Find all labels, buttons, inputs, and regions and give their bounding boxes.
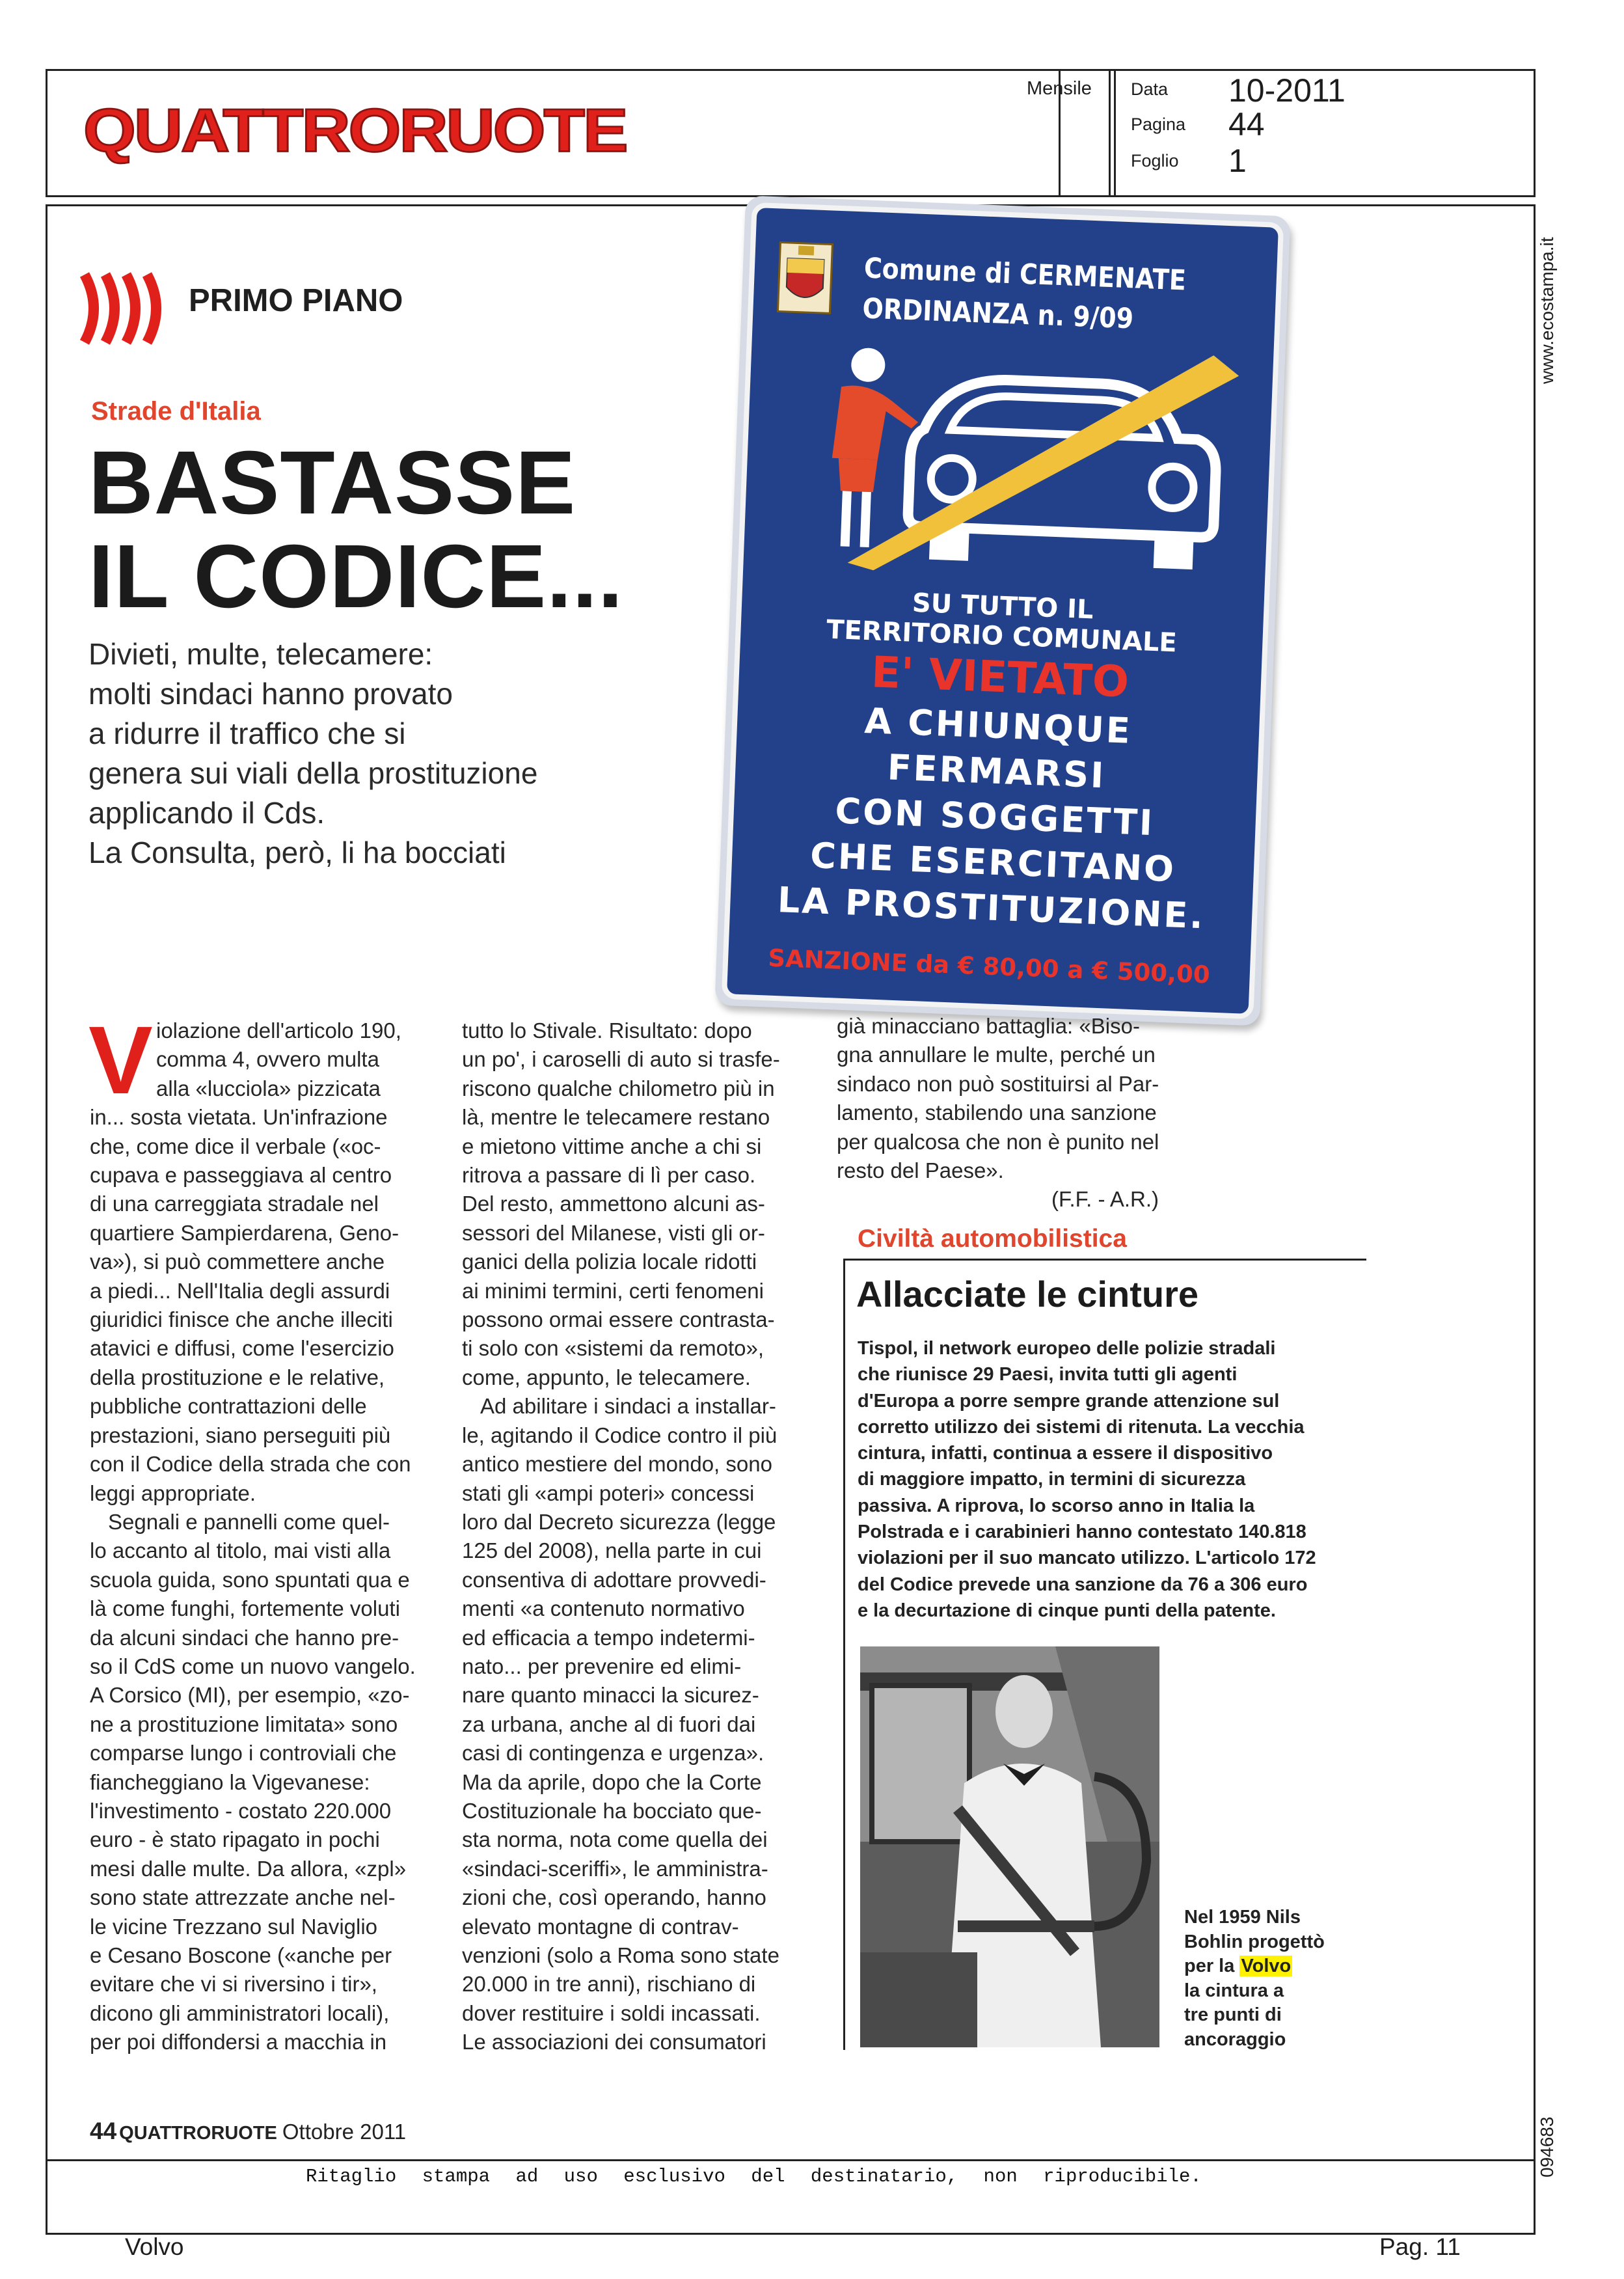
body-line: menti «a contenuto normativo [462,1596,745,1621]
body-line: consentiva di adottare provvedi- [462,1567,766,1592]
body-line: tutto lo Stivale. Risultato: dopo [462,1018,752,1043]
footer-rule [46,2159,1536,2161]
deck-line: Divieti, multe, telecamere: [88,637,433,671]
caption-line: ancoraggio [1184,2028,1286,2050]
nils-bohlin-photo [860,1646,1159,2047]
body-line: ti solo con «sistemi da remoto», [462,1336,765,1361]
body-column-1 [90,1017,436,2057]
body-line: nato... per prevenire ed elimi- [462,1654,742,1678]
box-body-line: passiva. A riprova, lo scorso anno in Italia la [858,1495,1255,1516]
article-deck [88,635,674,873]
body-line: sindaco non può sostituirsi al Par- [837,1071,1159,1096]
caption-text: per la [1184,1956,1240,1976]
box-body-line: di maggiore impatto, in termini di sicurezza [858,1469,1246,1490]
sign-text [729,582,1264,941]
body-line: resto del Paese». [837,1158,1004,1183]
body-line: in... sosta vietata. Un'infrazione [90,1105,388,1130]
body-line: con il Codice della strada che con [90,1452,411,1477]
meta-label-data: Data [1131,79,1169,99]
body-line: a piedi... Nell'Italia degli assurdi [90,1278,390,1303]
box-body [858,1335,1316,1624]
page-footer [90,2118,406,2145]
ecostampa-url: www.ecostampa.it [1537,237,1557,384]
page-number: 44 [90,2118,117,2144]
body-line: leggi appropriate. [90,1481,256,1505]
body-line: loro dal Decreto sicurezza (legge [462,1509,776,1534]
body-line: evitare che vi si riversino i tir», [90,1972,377,1997]
body-line: sessori del Milanese, visti gli or- [462,1220,765,1245]
clipping-page: Pag. 11 [1379,2233,1461,2260]
road-sign-photo [730,206,1275,1016]
body-line: elevato montagne di contrav- [462,1914,739,1939]
body-line: riscono qualche chilometro più in [462,1076,775,1100]
body-line: scuola guida, sono spuntati qua e [90,1567,410,1592]
sign-line: CHE ESERCITANO [809,834,1177,890]
meta-value-pagina: 44 [1228,106,1265,143]
body-column-2 [462,1017,813,2057]
drop-cap: V [88,1007,153,1114]
body-line: là come funghi, fortemente voluti [90,1596,400,1621]
body-line: ritrova a passare di lì per caso. [462,1163,756,1188]
body-column-3 [837,1012,1201,1214]
body-line: già minacciano battaglia: «Biso- [837,1014,1140,1038]
box-body-line: Polstrada e i carabinieri hanno contestato 140.818 [858,1522,1306,1543]
body-line: atavici e diffusi, come l'esercizio [90,1336,394,1361]
body-line: Ad abilitare i sindaci a installar- [480,1394,776,1419]
body-line: va»), si può commettere anche [90,1249,385,1274]
body-line: so il CdS come un nuovo vangelo. [90,1654,416,1678]
body-line: A Corsico (MI), per esempio, «zo- [90,1683,410,1708]
body-line: comparse lungo i controviali che [90,1741,397,1766]
sign-header-line: ORDINANZA n. 9/09 [861,292,1134,336]
highlighted-keyword: Volvo [1241,1956,1292,1976]
body-line: sono state attrezzate anche nel- [90,1885,396,1910]
body-line: le vicine Trezzano sul Naviglio [90,1914,378,1939]
body-line: alla «lucciola» pizzicata [156,1076,381,1100]
body-line: ai minimi termini, certi fenomeni [462,1278,764,1303]
article-kicker: Strade d'Italia [91,397,261,426]
headline-line: IL CODICE... [88,526,624,627]
body-line: lo accanto al titolo, mai visti alla [90,1538,391,1563]
sign-line: CON SOGGETTI [834,790,1156,844]
section-label: PRIMO PIANO [189,283,403,318]
radio-waves-icon [77,269,181,348]
sign-header-line: Comune di CERMENATE [863,252,1187,297]
meta-value-data: 10-2011 [1228,72,1346,109]
body-line: 125 del 2008), nella parte in cui [462,1538,762,1563]
meta-value-foglio: 1 [1228,143,1247,179]
periodicity-label: Mensile [1027,78,1092,99]
quattroruote-logo: QUATTRORUOTE [83,96,627,165]
sign-line: TERRITORIO COMUNALE [826,614,1178,659]
meta-label-foglio: Foglio [1131,151,1179,171]
sign-line: A CHIUNQUE [863,700,1133,752]
no-stopping-car-pictogram [789,327,1240,584]
body-line: sta norma, nota come quella dei [462,1827,768,1852]
caption-line: Nel 1959 Nils [1184,1907,1301,1928]
box-body-line: d'Europa a porre sempre grande attenzione sul [858,1390,1280,1412]
body-line: l'investimento - costato 220.000 [90,1798,392,1823]
sign-line: SU TUTTO IL [912,588,1094,625]
box-body-line: cintura, infatti, continua a essere il dispositivo [858,1443,1273,1464]
body-line: da alcuni sindaci che hanno pre- [90,1625,399,1650]
body-line: come, appunto, le telecamere. [462,1365,751,1389]
body-line: possono ormai essere contrasta- [462,1307,775,1332]
body-line: Del resto, ammettono alcuni as- [462,1192,765,1216]
body-line: stati gli «ampi poteri» concessi [462,1481,755,1505]
body-line: comma 4, ovvero multa [156,1047,379,1072]
body-line: un po', i caroselli di auto si trasfe- [462,1047,780,1072]
body-line: (F.F. - A.R.) [1051,1187,1159,1212]
body-line: per poi diffondersi a macchia in [90,2030,387,2054]
headline-line: BASTASSE [88,433,576,533]
body-line: per qualcosa che non è punito nel [837,1129,1159,1154]
body-line: di una carreggiata stradale nel [90,1192,379,1216]
clipping-topic: Volvo [125,2233,184,2260]
body-line: le, agitando il Codice contro il più [462,1423,778,1447]
deck-line: applicando il Cds. [88,796,325,830]
box-body-line: che riunisce 29 Paesi, invita tutti gli agenti [858,1364,1238,1385]
body-line: Le associazioni dei consumatori [462,2030,766,2054]
body-line: che, come dice il verbale («oc- [90,1134,381,1158]
body-line: iolazione dell'articolo 190, [156,1018,401,1043]
box-body-line: violazioni per il suo mancato utilizzo. L'articolo 172 [858,1548,1316,1569]
body-line: della prostituzione e le relative, [90,1365,385,1389]
body-line: mesi dalle multe. Da allora, «zpl» [90,1856,407,1881]
sign-header [861,248,1230,343]
clipping-notice: Ritaglio stampa ad uso esclusivo del destinatario, non riproducibile. [306,2166,1202,2187]
caption-line: tre punti di [1184,2004,1282,2025]
box-body-line: Tispol, il network europeo delle polizie stradali [858,1338,1276,1359]
document-code: 094683 [1537,2116,1557,2177]
body-line: là, mentre le telecamere restano [462,1105,770,1130]
sign-line-highlight: E' VIETATO [870,647,1130,707]
body-line: antico mestiere del mondo, sono [462,1452,772,1477]
body-line: Segnali e pannelli come quel- [108,1509,390,1534]
header-divider [1109,69,1111,197]
body-line: quartiere Sampierdarena, Geno- [90,1220,399,1245]
body-line: e Cesano Boscone («anche per [90,1943,392,1967]
body-line: ganici della polizia locale ridotti [462,1249,757,1274]
body-line: lamento, stabilendo una sanzione [837,1100,1157,1125]
body-line: prestazioni, siano perseguiti più [90,1423,391,1447]
deck-line: genera sui viali della prostituzione [88,756,538,790]
body-line: zioni che, così operando, hanno [462,1885,766,1910]
sign-line: LA PROSTITUZIONE. [776,879,1206,937]
body-line: «sindaci-sceriffi», le amministra- [462,1856,768,1881]
body-line: za urbana, anche al di fuori dai [462,1712,756,1736]
box-rule [843,1259,1366,1261]
body-line: dover restituire i soldi incassati. [462,2000,761,2025]
footer-brand: QUATTRORUOTE [119,2123,277,2144]
article-headline [88,433,624,627]
body-line: dicono gli amministratori locali), [90,2000,390,2025]
body-line: 20.000 in tre anni), rischiano di [462,1972,756,1997]
body-line: ne a prostituzione limitata» sono [90,1712,398,1736]
deck-line: a ridurre il traffico che si [88,716,406,750]
box-kicker: Civiltà automobilistica [858,1225,1127,1253]
caption-line [1184,1954,1325,1979]
box-body-line: e la decurtazione di cinque punti della patente. [858,1600,1276,1621]
body-line: fiancheggiano la Vigevanese: [90,1769,370,1794]
body-line: euro - è stato ripagato in pochi [90,1827,380,1852]
body-line: Ma da aprile, dopo che la Corte [462,1769,762,1794]
photo-caption [1184,1905,1325,2052]
sign-line: FERMARSI [886,746,1107,797]
body-line: casi di contingenza e urgenza». [462,1741,765,1766]
body-line: gna annullare le multe, perché un [837,1043,1156,1067]
body-line: cupava e passeggiava al centro [90,1163,392,1188]
body-line: e mietono vittime anche a chi si [462,1134,762,1158]
sign-fine: SANZIONE da € 80,00 a € 500,00 [767,944,1211,989]
body-line: venzioni (solo a Roma sono state [462,1943,779,1967]
box-body-line: del Codice prevede una sanzione da 76 a 306 euro [858,1574,1308,1595]
header-divider [1114,69,1116,197]
body-line: Costituzionale ha bocciato que- [462,1798,762,1823]
caption-line: la cintura a [1184,1980,1284,2001]
box-body-line: corretto utilizzo dei sistemi di ritenuta. La vecchia [858,1416,1305,1438]
footer-issue: Ottobre 2011 [282,2120,407,2144]
body-line: pubbliche contrattazioni delle [90,1394,367,1419]
box-title: Allacciate le cinture [856,1274,1199,1315]
deck-line: molti sindaci hanno provato [88,677,453,711]
body-line: giuridici finisce che anche illeciti [90,1307,393,1332]
caption-line: Bohlin progettò [1184,1931,1325,1952]
body-line: ed efficacia a tempo indetermi- [462,1625,755,1650]
meta-label-pagina: Pagina [1131,115,1186,134]
body-line: nare quanto minacci la sicurez- [462,1683,759,1708]
box-rule [843,1259,845,2050]
deck-line: La Consulta, però, li ha bocciati [88,836,506,869]
municipal-crest-icon [776,241,833,314]
